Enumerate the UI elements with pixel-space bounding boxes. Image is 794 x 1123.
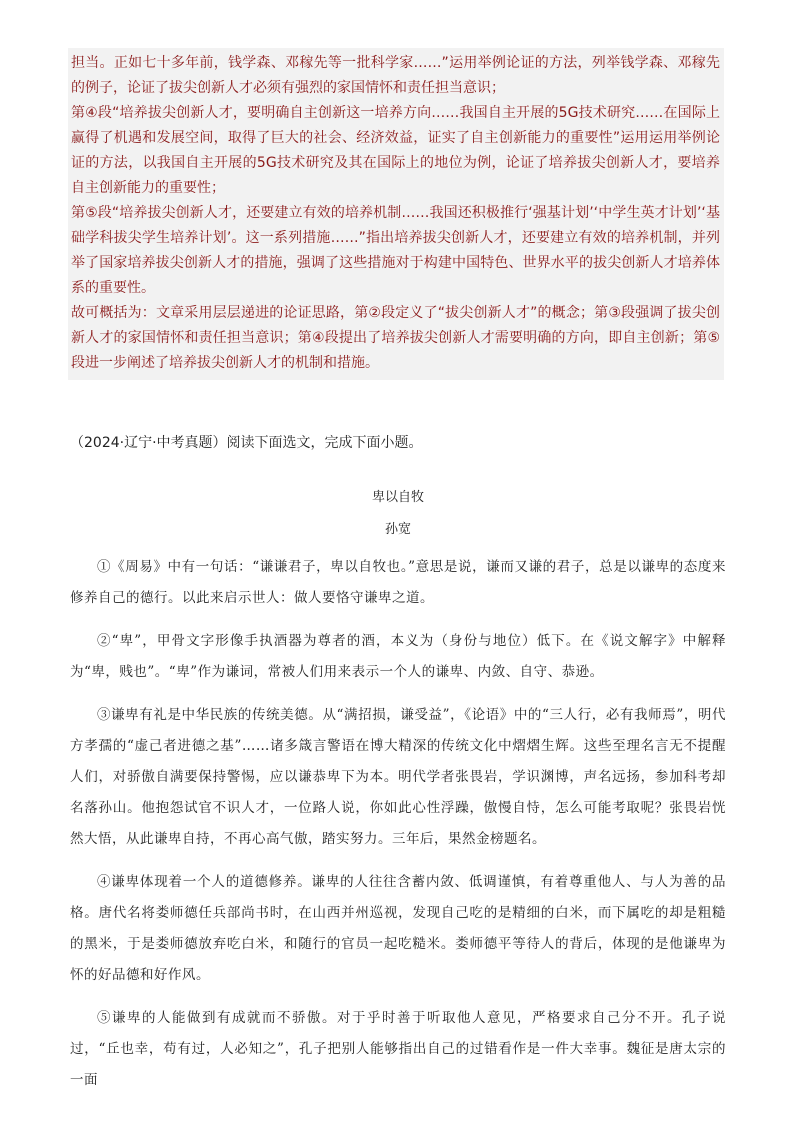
essay-paragraph: ③谦卑有礼是中华民族的传统美德。从“满招损，谦受益”，《论语》中的“三人行，必有我师焉”，明代方孝孺的“虚己者进德之基”……诸多箴言警语在博大精深的传统文化中熠熠生辉。这些至理名言无不提醒人们，对骄傲自满要保持警惕，应以谦恭卑下为本。明代学者张畏岩，学识渊博，声名远扬，参加科考却名落孙山。他抱怨试官不识人才，一位路人说，你如此心性浮躁，傲慢自恃，怎么可能考取呢？张畏岩恍然大悟，从此谦卑自持，不再心高气傲，踏实努力。三年后，果然金榜题名。 bbox=[70, 707, 726, 847]
answer-paragraph: 第⑤段“培养拔尖创新人才，还要建立有效的培养机制……我国还积极推行‘强基计划’‘中学生英才计划’‘基础学科拔尖学生培养计划’。这一系列措施……”指出培养拔尖创新人才，还要建立有效的培养机制，并列举了国家培养拔尖创新人才的措施，强调了这些措施对于构建中国特色、世界水平的拔尖创新人才培养体系的重要性。 bbox=[71, 205, 720, 296]
answer-paragraph: 第④段“培养拔尖创新人才，要明确自主创新这一培养方向……我国自主开展的5G技术研究……在国际上赢得了机遇和发展空间，取得了巨大的社会、经济效益，证实了自主创新能力的重要性”运用运用举例论证的方法，以我国自主开展的5G技术研究及其在国际上的地位为例，论证了培养拔尖创新人才，要培养自主创新能力的重要性； bbox=[71, 105, 720, 196]
essay-paragraph: ④谦卑体现着一个人的道德修养。谦卑的人往往含蓄内敛、低调谨慎，有着尊重他人、与人为善的品格。唐代名将娄师德任兵部尚书时，在山西并州巡视，发现自己吃的是精细的白米，而下属吃的却是粗糙的黑米，于是娄师德放弃吃白米，和随行的官员一起吃糙米。娄师德平等待人的背后，体现的是他谦卑为怀的好品德和好作风。 bbox=[70, 874, 726, 983]
answer-analysis bbox=[68, 48, 724, 380]
answer-paragraph: 担当。正如七十多年前，钱学森、邓稼先等一批科学家……”运用举例论证的方法，列举钱学森、邓稼先的例子，论证了拔尖创新人才必须有强烈的家国情怀和责任担当意识； bbox=[71, 55, 720, 96]
essay bbox=[70, 488, 726, 1108]
question-source: （2024·辽宁·中考真题）阅读下面选文，完成下面小题。 bbox=[70, 435, 423, 451]
answer-paragraph: 故可概括为：文章采用层层递进的论证思路，第②段定义了“拔尖创新人才”的概念；第③段强调了拔尖创新人才的家国情怀和责任担当意识；第④段提出了培养拔尖创新人才需要明确的方向，即自主创新；第⑤段进一步阐述了培养拔尖创新人才的机制和措施。 bbox=[71, 305, 720, 371]
essay-paragraph: ②“卑”，甲骨文字形像手执酒器为尊者的酒，本义为（身份与地位）低下。在《说文解字》中解释为“卑，贱也”。“卑”作为谦词，常被人们用来表示一个人的谦卑、内敛、自守、恭逊。 bbox=[70, 633, 726, 680]
essay-paragraph: ⑤谦卑的人能做到有成就而不骄傲。对于乎时善于听取他人意见，严格要求自己分不开。孔子说过，“丘也幸，苟有过，人必知之”，孔子把别人能够指出自己的过错看作是一件大幸事。魏征是唐太宗的一面 bbox=[70, 1010, 726, 1088]
essay-paragraph: ①《周易》中有一句话：“谦谦君子，卑以自牧也。”意思是说，谦而又谦的君子，总是以谦卑的态度来修养自己的德行。以此来启示世人：做人要恪守谦卑之道。 bbox=[70, 559, 726, 606]
essay-author: 孙宽 bbox=[384, 522, 411, 537]
essay-title: 卑以自牧 bbox=[371, 490, 424, 505]
